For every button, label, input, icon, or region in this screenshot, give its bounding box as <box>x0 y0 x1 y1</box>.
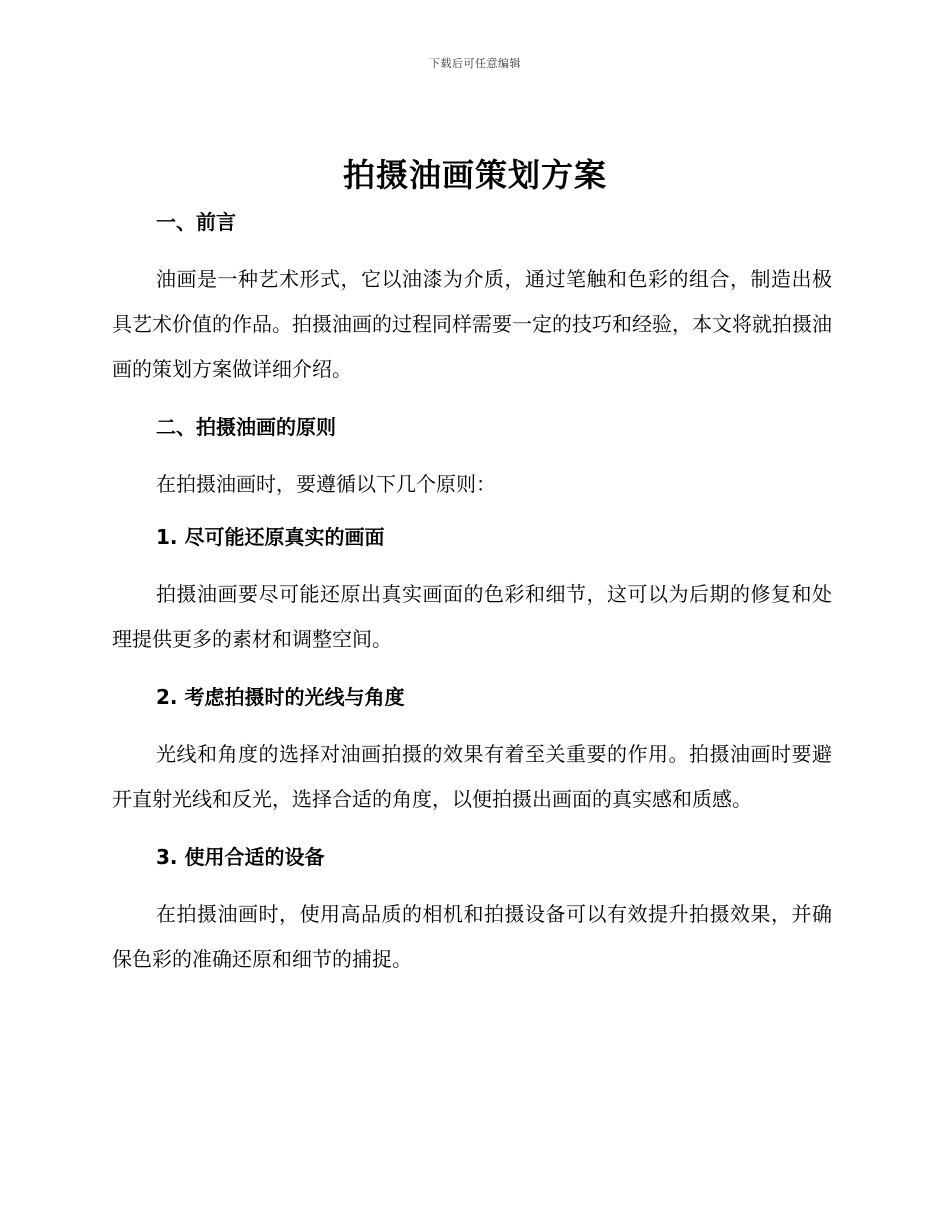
document-title: 拍摄油画策划方案 <box>342 156 607 194</box>
paragraph-principle-1: 拍摄油画要尽可能还原出真实画面的色彩和细节，这可以为后期的修复和处理提供更多的素材和调整空间。 <box>112 582 832 651</box>
section-heading-principles: 二、拍摄油画的原则 <box>156 415 336 439</box>
document-body <box>112 200 832 982</box>
subheading-principle-1: 1. 尽可能还原真实的画面 <box>156 525 385 549</box>
paragraph-principle-3: 在拍摄油画时，使用高品质的相机和拍摄设备可以有效提升拍摄效果，并确保色彩的准确还原和细节的捕捉。 <box>112 902 832 971</box>
paragraph-principle-2: 光线和角度的选择对油画拍摄的效果有着至关重要的作用。拍摄油画时要避开直射光线和反光，选择合适的角度，以便拍摄出画面的真实感和质感。 <box>112 742 832 811</box>
section-heading-intro: 一、前言 <box>156 210 236 234</box>
subheading-principle-3: 3. 使用合适的设备 <box>156 845 325 869</box>
header-note: 下载后可任意编辑 <box>429 57 521 70</box>
paragraph-intro: 油画是一种艺术形式，它以油漆为介质，通过笔触和色彩的组合，制造出极具艺术价值的作品。拍摄油画的过程同样需要一定的技巧和经验，本文将就拍摄油画的策划方案做详细介绍。 <box>112 267 832 381</box>
subheading-principle-2: 2. 考虑拍摄时的光线与角度 <box>156 685 405 709</box>
paragraph-principles-intro: 在拍摄油画时，要遵循以下几个原则： <box>156 472 496 496</box>
